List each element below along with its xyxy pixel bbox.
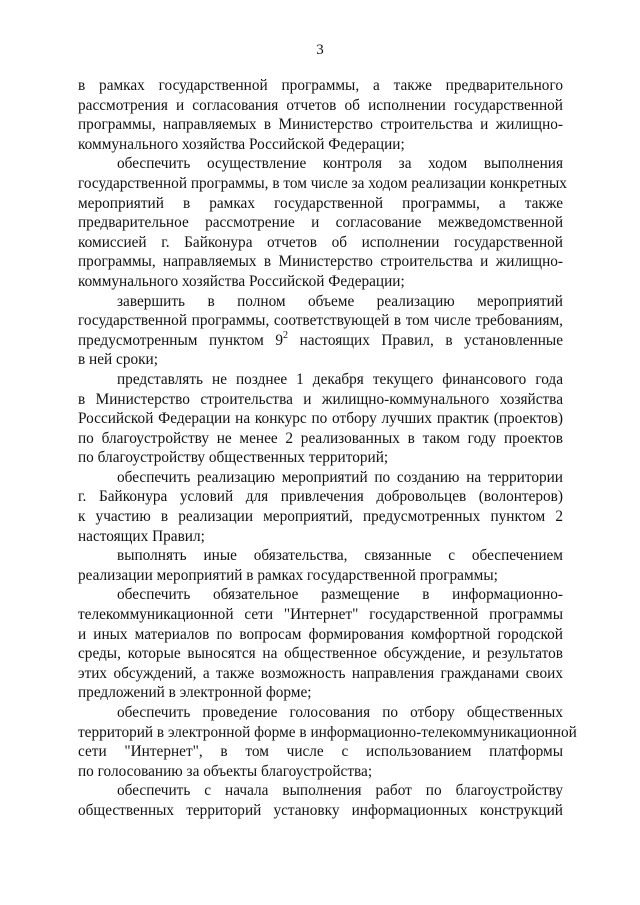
text-line: этих обсуждений, а также возможность направления гражданами своих (78, 664, 563, 682)
paragraph (78, 703, 577, 781)
text-line: обеспечить с начала выполнения работ по благоустройству (117, 782, 563, 800)
text-line: предварительное рассмотрение и согласование межведомственной (78, 214, 563, 232)
text-line: в рамках государственной программы, а также предварительного (78, 77, 563, 94)
text-line: коммунального хозяйства Российской Федерации; (78, 272, 405, 290)
text-line: государственной программы, соответствующей в том числе требованиям, (78, 312, 563, 330)
text-line: по благоустройству общественных территорий; (78, 449, 389, 467)
text-line: обеспечить проведение голосования по отбору общественных (117, 704, 563, 721)
paragraph (78, 76, 563, 154)
text-line: рассмотрения и согласования отчетов об исполнении государственной (78, 96, 563, 114)
text-line: представлять не позднее 1 декабря текущего финансового года (117, 370, 563, 388)
text-line: в ней сроки; (78, 351, 158, 369)
text-line: по голосованию за объекты благоустройства; (78, 762, 373, 780)
body-text (78, 76, 577, 821)
text-line: к участию в реализации мероприятий, предусмотренных пунктом 2 (78, 508, 563, 526)
paragraph (78, 781, 563, 820)
text-line: Российской Федерации на конкурс по отбору лучших практик (проектов) (78, 410, 563, 428)
text-line: обеспечить осуществление контроля за ходом выполнения (117, 155, 563, 173)
text-line: общественных территорий установку информационных конструкций (78, 801, 563, 819)
paragraph (78, 370, 563, 468)
page-number: 3 (316, 42, 324, 58)
text-line: г. Байконура условий для привлечения добровольцев (волонтеров) (78, 488, 563, 506)
text-line: реализации мероприятий в рамках государственной программы; (78, 566, 498, 584)
paragraph (78, 468, 563, 546)
text-line: программы, направляемых в Министерство строительства и жилищно- (78, 116, 563, 134)
text-line: телекоммуникационной сети "Интернет" государственной программы (78, 606, 563, 624)
text-line: выполнять иные обязательства, связанные с обеспечением (117, 547, 563, 565)
text-line: комиссией г. Байконура отчетов об исполнении государственной (78, 233, 563, 251)
paragraph (78, 585, 563, 703)
text-line: государственной программы, в том числе за ходом реализации конкретных (78, 174, 567, 192)
text-line: завершить в полном объеме реализацию мероприятий (117, 292, 563, 310)
text-line: обеспечить обязательное размещение в информационно- (117, 586, 563, 604)
text-line: по благоустройству не менее 2 реализованных в таком году проектов (78, 429, 563, 447)
text-line: обеспечить реализацию мероприятий по созданию на территории (117, 468, 563, 486)
text-line: сети "Интернет", в том числе с использованием платформы (78, 743, 563, 761)
paragraph (78, 292, 563, 370)
text-line: настоящих Правил; (78, 527, 205, 545)
text-line: и иных материалов по вопросам формирования комфортной городской (78, 625, 563, 643)
text-line: программы, направляемых в Министерство строительства и жилищно- (78, 253, 563, 271)
text-line: в Министерство строительства и жилищно-коммунального хозяйства (78, 390, 563, 408)
text-line: мероприятий в рамках государственной программы, а также (78, 194, 563, 212)
text-line: предложений в электронной форме; (78, 684, 312, 702)
text-line: среды, которые выносятся на общественное обсуждение, и результатов (78, 645, 563, 663)
text-line: коммунального хозяйства Российской Федерации; (78, 135, 405, 153)
text-line: предусмотренным пунктом $9^2$ настоящих Правил, в установленные (78, 329, 563, 349)
paragraph (78, 154, 567, 291)
paragraph (78, 546, 563, 585)
text-line: территорий в электронной форме в информационно-телекоммуникационной (78, 723, 577, 741)
